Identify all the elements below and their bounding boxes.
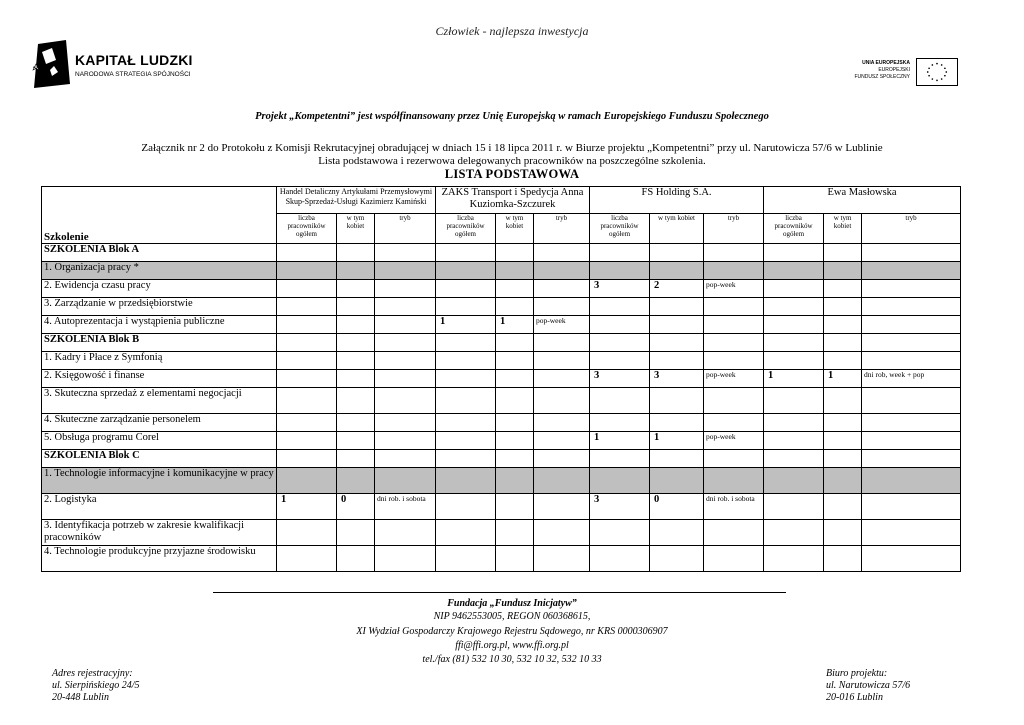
table-row <box>42 298 961 316</box>
section-label: SZKOLENIA Blok C <box>42 450 277 468</box>
count-cell <box>337 546 375 572</box>
mode-cell <box>704 520 764 546</box>
header-slogan: Człowiek - najlepsza inwestycja <box>435 24 589 38</box>
training-name: 1. Technologie informacyjne i komunikacyjne w pracy <box>42 468 277 494</box>
count-cell <box>436 280 496 298</box>
subheader-3-mode: tryb <box>704 214 764 244</box>
mode-cell <box>704 414 764 432</box>
count-cell <box>764 520 824 546</box>
count-cell: 1 <box>650 432 704 450</box>
count-cell: 3 <box>590 370 650 388</box>
table-row <box>42 494 961 520</box>
count-cell <box>764 414 824 432</box>
count-cell <box>496 450 534 468</box>
mode-cell: dni rob. i sobota <box>375 494 436 520</box>
training-name: 4. Autoprezentacja i wystąpienia publiczne <box>42 316 277 334</box>
subheader-1-mode: tryb <box>375 214 436 244</box>
kapital-ludzki-subtitle: NARODOWA STRATEGIA SPÓJNOŚCI <box>75 71 191 78</box>
count-cell <box>436 546 496 572</box>
count-cell: 1 <box>824 370 862 388</box>
count-cell <box>337 316 375 334</box>
count-cell <box>277 414 337 432</box>
mode-cell <box>375 546 436 572</box>
count-cell <box>590 262 650 280</box>
mode-cell <box>534 334 590 352</box>
mode-cell <box>534 494 590 520</box>
subheader-4-women: w tym kobiet <box>824 214 862 244</box>
footer-nip-regon: NIP 9462553005, REGON 060368615, <box>433 611 591 622</box>
count-cell <box>764 546 824 572</box>
count-cell <box>496 414 534 432</box>
count-cell <box>337 388 375 414</box>
mode-cell <box>862 262 961 280</box>
subheader-4-count: liczba pracowników ogółem <box>764 214 824 244</box>
mode-cell <box>534 262 590 280</box>
count-cell <box>277 262 337 280</box>
company-header-3: FS Holding S.A. <box>590 187 764 214</box>
count-cell <box>436 520 496 546</box>
eu-text <box>854 60 910 81</box>
mode-cell <box>534 414 590 432</box>
count-cell <box>650 262 704 280</box>
count-cell <box>650 450 704 468</box>
count-cell <box>436 468 496 494</box>
count-cell <box>496 546 534 572</box>
company-header-2: ZAKS Transport i Spedycja Anna Kuziomka-Szczurek <box>436 187 590 214</box>
count-cell <box>277 334 337 352</box>
eu-flag-icon <box>916 58 958 86</box>
mode-cell <box>862 546 961 572</box>
count-cell <box>496 298 534 316</box>
count-cell <box>337 244 375 262</box>
count-cell <box>650 468 704 494</box>
registered-address-city: 20-448 Lublin <box>52 692 109 703</box>
count-cell <box>590 244 650 262</box>
mode-cell <box>862 316 961 334</box>
count-cell: 1 <box>590 432 650 450</box>
mode-cell <box>862 244 961 262</box>
mode-cell <box>862 468 961 494</box>
count-cell: 2 <box>650 280 704 298</box>
mode-cell: pop-week <box>704 432 764 450</box>
mode-cell <box>534 432 590 450</box>
training-name: 3. Zarządzanie w przedsiębiorstwie <box>42 298 277 316</box>
count-cell <box>337 280 375 298</box>
mode-cell <box>534 298 590 316</box>
footer-phone: tel./fax (81) 532 10 30, 532 10 32, 532 10 33 <box>422 654 602 665</box>
count-cell <box>277 546 337 572</box>
count-cell <box>496 334 534 352</box>
count-cell <box>436 262 496 280</box>
mode-cell: dni rob, week + pop <box>862 370 961 388</box>
count-cell <box>824 520 862 546</box>
count-cell <box>337 520 375 546</box>
count-cell <box>590 468 650 494</box>
eu-logo <box>848 58 958 86</box>
count-cell <box>824 262 862 280</box>
mode-cell: dni rob. i sobota <box>704 494 764 520</box>
count-cell <box>277 520 337 546</box>
count-cell <box>824 468 862 494</box>
count-cell: 1 <box>496 316 534 334</box>
count-cell <box>824 494 862 520</box>
count-cell <box>496 244 534 262</box>
registered-address <box>52 668 140 704</box>
footer-krs: XI Wydział Gospodarczy Krajowego Rejestru Sądowego, nr KRS 0000306907 <box>356 626 668 637</box>
company-header-row <box>42 187 961 214</box>
table-row <box>42 520 961 546</box>
count-cell <box>650 244 704 262</box>
count-cell <box>650 352 704 370</box>
count-cell <box>590 352 650 370</box>
count-cell <box>764 494 824 520</box>
mode-cell: pop-week <box>704 280 764 298</box>
count-cell <box>590 316 650 334</box>
count-cell <box>650 298 704 316</box>
mode-cell <box>375 244 436 262</box>
mode-cell <box>862 432 961 450</box>
project-office-city: 20-016 Lublin <box>826 692 883 703</box>
count-cell <box>650 388 704 414</box>
subheader-2-mode: tryb <box>534 214 590 244</box>
count-cell <box>824 244 862 262</box>
count-cell <box>496 370 534 388</box>
subheader-4-mode: tryb <box>862 214 961 244</box>
count-cell <box>764 388 824 414</box>
delegation-table <box>41 186 961 572</box>
count-cell <box>496 520 534 546</box>
training-name: 2. Ewidencja czasu pracy <box>42 280 277 298</box>
count-cell <box>436 388 496 414</box>
count-cell <box>650 334 704 352</box>
training-name: 1. Kadry i Płace z Symfonią <box>42 352 277 370</box>
project-office-label: Biuro projektu: <box>826 668 888 679</box>
mode-cell <box>704 546 764 572</box>
mode-cell <box>375 334 436 352</box>
subheader-3-count: liczba pracowników ogółem <box>590 214 650 244</box>
count-cell <box>277 244 337 262</box>
count-cell <box>764 244 824 262</box>
mode-cell <box>862 520 961 546</box>
mode-cell <box>375 520 436 546</box>
count-cell <box>436 244 496 262</box>
count-cell <box>496 262 534 280</box>
count-cell <box>277 298 337 316</box>
table-row <box>42 280 961 298</box>
eu-line-1: UNIA EUROPEJSKA <box>862 60 910 66</box>
table-row <box>42 262 961 280</box>
count-cell <box>764 298 824 316</box>
count-cell <box>590 388 650 414</box>
count-cell <box>337 352 375 370</box>
mode-cell <box>862 388 961 414</box>
count-cell <box>496 352 534 370</box>
count-cell <box>337 298 375 316</box>
mode-cell <box>534 370 590 388</box>
count-cell <box>590 546 650 572</box>
count-cell <box>824 414 862 432</box>
count-cell <box>590 414 650 432</box>
count-cell <box>590 450 650 468</box>
training-name: 2. Księgowość i finanse <box>42 370 277 388</box>
count-cell <box>436 414 496 432</box>
mode-cell <box>375 262 436 280</box>
eu-line-2: EUROPEJSKI <box>878 67 910 73</box>
footer-contact-web: ffi@ffi.org.pl, www.ffi.org.pl <box>455 640 569 651</box>
table-row <box>42 352 961 370</box>
count-cell <box>337 468 375 494</box>
mode-cell <box>862 414 961 432</box>
table-row <box>42 546 961 572</box>
eu-line-3: FUNDUSZ SPOŁECZNY <box>854 74 910 80</box>
training-name: 3. Skuteczna sprzedaż z elementami negocjacji <box>42 388 277 414</box>
count-cell <box>764 262 824 280</box>
count-cell <box>824 450 862 468</box>
project-office-street: ul. Narutowicza 57/6 <box>826 680 911 691</box>
subheader-2-count: liczba pracowników ogółem <box>436 214 496 244</box>
mode-cell <box>704 450 764 468</box>
registered-address-label: Adres rejestracyjny: <box>52 668 133 679</box>
count-cell <box>496 388 534 414</box>
count-cell <box>496 494 534 520</box>
mode-cell: pop-week <box>704 370 764 388</box>
mode-cell <box>375 316 436 334</box>
mode-cell <box>534 520 590 546</box>
count-cell <box>277 316 337 334</box>
count-cell <box>277 388 337 414</box>
count-cell <box>650 520 704 546</box>
mode-cell <box>704 298 764 316</box>
training-name: 2. Logistyka <box>42 494 277 520</box>
section-row <box>42 334 961 352</box>
mode-cell <box>704 316 764 334</box>
count-cell <box>764 432 824 450</box>
count-cell <box>337 262 375 280</box>
mode-cell <box>375 414 436 432</box>
training-name: 3. Identyfikacja potrzeb w zakresie kwalifikacji pracowników <box>42 520 277 546</box>
mode-cell <box>862 450 961 468</box>
count-cell <box>590 520 650 546</box>
count-cell <box>337 450 375 468</box>
mode-cell <box>704 244 764 262</box>
count-cell <box>496 468 534 494</box>
footer-divider <box>213 592 786 593</box>
count-cell <box>764 450 824 468</box>
section-row <box>42 450 961 468</box>
count-cell <box>824 546 862 572</box>
kapital-ludzki-title: KAPITAŁ LUDZKI <box>75 52 193 68</box>
project-cofinancing-line: Projekt „Kompetentni” jest współfinansowany przez Unię Europejską w ramach Europejskiego Funduszu Społecznego <box>255 111 769 122</box>
count-cell <box>590 334 650 352</box>
mode-cell <box>375 280 436 298</box>
count-cell <box>337 334 375 352</box>
mode-cell <box>534 468 590 494</box>
section-label: SZKOLENIA Blok A <box>42 244 277 262</box>
list-description: Lista podstawowa i rezerwowa delegowanych pracowników na poszczególne szkolenia. <box>318 155 706 167</box>
mode-cell <box>375 370 436 388</box>
mode-cell <box>375 298 436 316</box>
subheader-1-count: liczba pracowników ogółem <box>277 214 337 244</box>
table-row <box>42 316 961 334</box>
count-cell <box>436 432 496 450</box>
count-cell <box>337 432 375 450</box>
mode-cell <box>375 450 436 468</box>
mode-cell <box>375 388 436 414</box>
count-cell <box>824 316 862 334</box>
count-cell <box>824 334 862 352</box>
footer-foundation-name: Fundacja „Fundusz Inicjatyw” <box>447 598 577 609</box>
annex-description: Załącznik nr 2 do Protokołu z Komisji Rekrutacyjnej obradującej w dniach 15 i 18 lipca 2011 r. w Biurze projektu „Kompetentni” przy ul. Narutowicza 57/6 w Lublinie <box>141 142 883 154</box>
count-cell: 3 <box>590 494 650 520</box>
count-cell: 1 <box>436 316 496 334</box>
count-cell <box>436 298 496 316</box>
company-header-1: Handel Detaliczny Artykułami Przemysłowymi Skup-Sprzedaż-Usługi Kazimierz Kamiński <box>277 187 436 214</box>
count-cell <box>436 334 496 352</box>
mode-cell <box>704 388 764 414</box>
count-cell: 3 <box>650 370 704 388</box>
count-cell <box>824 298 862 316</box>
training-name: 1. Organizacja pracy * <box>42 262 277 280</box>
mode-cell <box>862 334 961 352</box>
mode-cell <box>704 352 764 370</box>
count-cell <box>277 450 337 468</box>
count-cell <box>650 546 704 572</box>
count-cell <box>824 388 862 414</box>
count-cell: 1 <box>277 494 337 520</box>
table-row <box>42 388 961 414</box>
mode-cell <box>375 352 436 370</box>
mode-cell <box>534 450 590 468</box>
szkolenie-header: Szkolenie <box>42 187 277 244</box>
mode-cell <box>862 494 961 520</box>
count-cell <box>277 352 337 370</box>
mode-cell <box>704 262 764 280</box>
kapital-ludzki-logo <box>30 40 200 90</box>
count-cell <box>764 280 824 298</box>
section-row <box>42 244 961 262</box>
count-cell <box>824 352 862 370</box>
count-cell <box>764 334 824 352</box>
list-heading: LISTA PODSTAWOWA <box>444 167 580 181</box>
mode-cell <box>375 432 436 450</box>
count-cell <box>764 316 824 334</box>
count-cell <box>277 432 337 450</box>
mode-cell: pop-week <box>534 316 590 334</box>
count-cell: 0 <box>337 494 375 520</box>
count-cell <box>824 280 862 298</box>
count-cell <box>496 432 534 450</box>
count-cell <box>277 468 337 494</box>
count-cell: 3 <box>590 280 650 298</box>
mode-cell <box>704 468 764 494</box>
count-cell <box>496 280 534 298</box>
count-cell <box>824 432 862 450</box>
mode-cell <box>862 352 961 370</box>
count-cell <box>436 494 496 520</box>
mode-cell <box>534 546 590 572</box>
count-cell <box>277 280 337 298</box>
registered-address-street: ul. Sierpińskiego 24/5 <box>52 680 140 691</box>
company-header-4: Ewa Masłowska <box>764 187 961 214</box>
table-row <box>42 432 961 450</box>
subheader-2-women: w tym kobiet <box>496 214 534 244</box>
table-row <box>42 468 961 494</box>
table-row <box>42 370 961 388</box>
mode-cell <box>862 298 961 316</box>
mode-cell <box>534 388 590 414</box>
training-name: 5. Obsługa programu Corel <box>42 432 277 450</box>
count-cell <box>436 352 496 370</box>
count-cell: 0 <box>650 494 704 520</box>
kapital-ludzki-emblem-icon <box>30 40 70 88</box>
mode-cell <box>534 352 590 370</box>
count-cell <box>764 468 824 494</box>
count-cell <box>436 450 496 468</box>
project-office-address <box>826 668 910 704</box>
count-cell <box>650 316 704 334</box>
mode-cell <box>534 244 590 262</box>
mode-cell <box>534 280 590 298</box>
section-label: SZKOLENIA Blok B <box>42 334 277 352</box>
count-cell <box>764 352 824 370</box>
count-cell <box>650 414 704 432</box>
table-row <box>42 414 961 432</box>
count-cell <box>337 414 375 432</box>
count-cell <box>277 370 337 388</box>
count-cell <box>590 298 650 316</box>
subheader-3-women: w tym kobiet <box>650 214 704 244</box>
mode-cell <box>704 334 764 352</box>
count-cell: 1 <box>764 370 824 388</box>
mode-cell <box>375 468 436 494</box>
mode-cell <box>862 280 961 298</box>
subheader-1-women: w tym kobiet <box>337 214 375 244</box>
count-cell <box>436 370 496 388</box>
training-name: 4. Technologie produkcyjne przyjazne środowisku <box>42 546 277 572</box>
training-name: 4. Skuteczne zarządzanie personelem <box>42 414 277 432</box>
count-cell <box>337 370 375 388</box>
